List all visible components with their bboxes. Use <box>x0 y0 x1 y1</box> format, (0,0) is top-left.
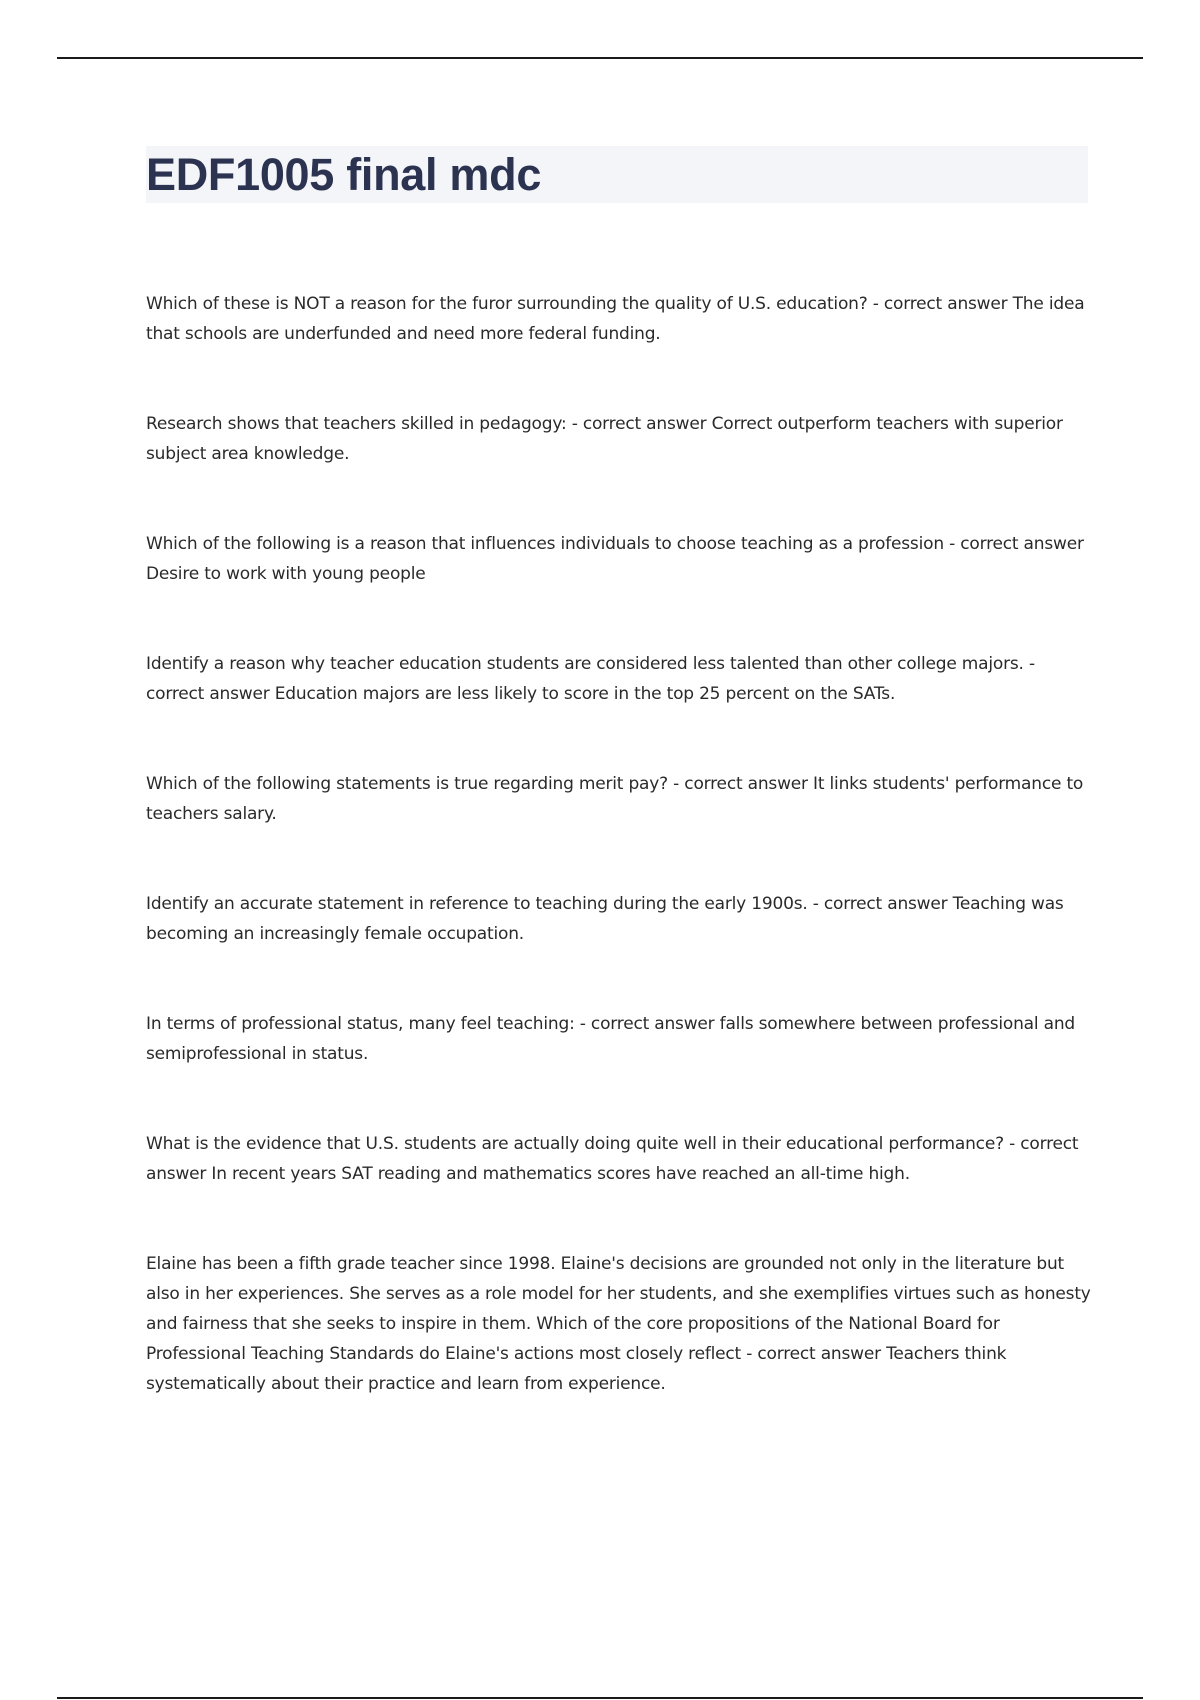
qa-item: Which of the following statements is true regarding merit pay? - correct answer It links students' performance to teachers salary. <box>146 774 1084 824</box>
qa-list <box>146 289 1092 1459</box>
qa-item: In terms of professional status, many feel teaching: - correct answer falls somewhere between professional and semiprofessional in status. <box>146 1014 1075 1064</box>
top-rule <box>57 57 1143 59</box>
qa-item: Research shows that teachers skilled in pedagogy: - correct answer Correct outperform teachers with superior subject area knowledge. <box>146 414 1063 464</box>
qa-item: Identify a reason why teacher education students are considered less talented than other college majors. - correct answer Education majors are less likely to score in the top 25 percent on the SATs. <box>146 654 1035 704</box>
qa-item: What is the evidence that U.S. students are actually doing quite well in their educational performance? - correct answer In recent years SAT reading and mathematics scores have reached an all-time high. <box>146 1134 1079 1184</box>
document-title: EDF1005 final mdc <box>146 149 542 200</box>
qa-item: Elaine has been a fifth grade teacher since 1998. Elaine's decisions are grounded not only in the literature but also in her experiences. She serves as a role model for her students, and she exemplifies virtues such as honesty and fairness that she seeks to inspire in them. Which of the core propositions of the National Board for Professional Teaching Standards do Elaine's actions most closely reflect - correct answer Teachers think systematically about their practice and learn from experience. <box>146 1254 1091 1394</box>
qa-item: Which of the following is a reason that influences individuals to choose teaching as a profession - correct answer Desire to work with young people <box>146 534 1084 584</box>
bottom-rule <box>57 1697 1143 1699</box>
qa-item: Which of these is NOT a reason for the furor surrounding the quality of U.S. education? - correct answer The idea that schools are underfunded and need more federal funding. <box>146 294 1085 344</box>
qa-item: Identify an accurate statement in reference to teaching during the early 1900s. - correct answer Teaching was becoming an increasingly female occupation. <box>146 894 1064 944</box>
